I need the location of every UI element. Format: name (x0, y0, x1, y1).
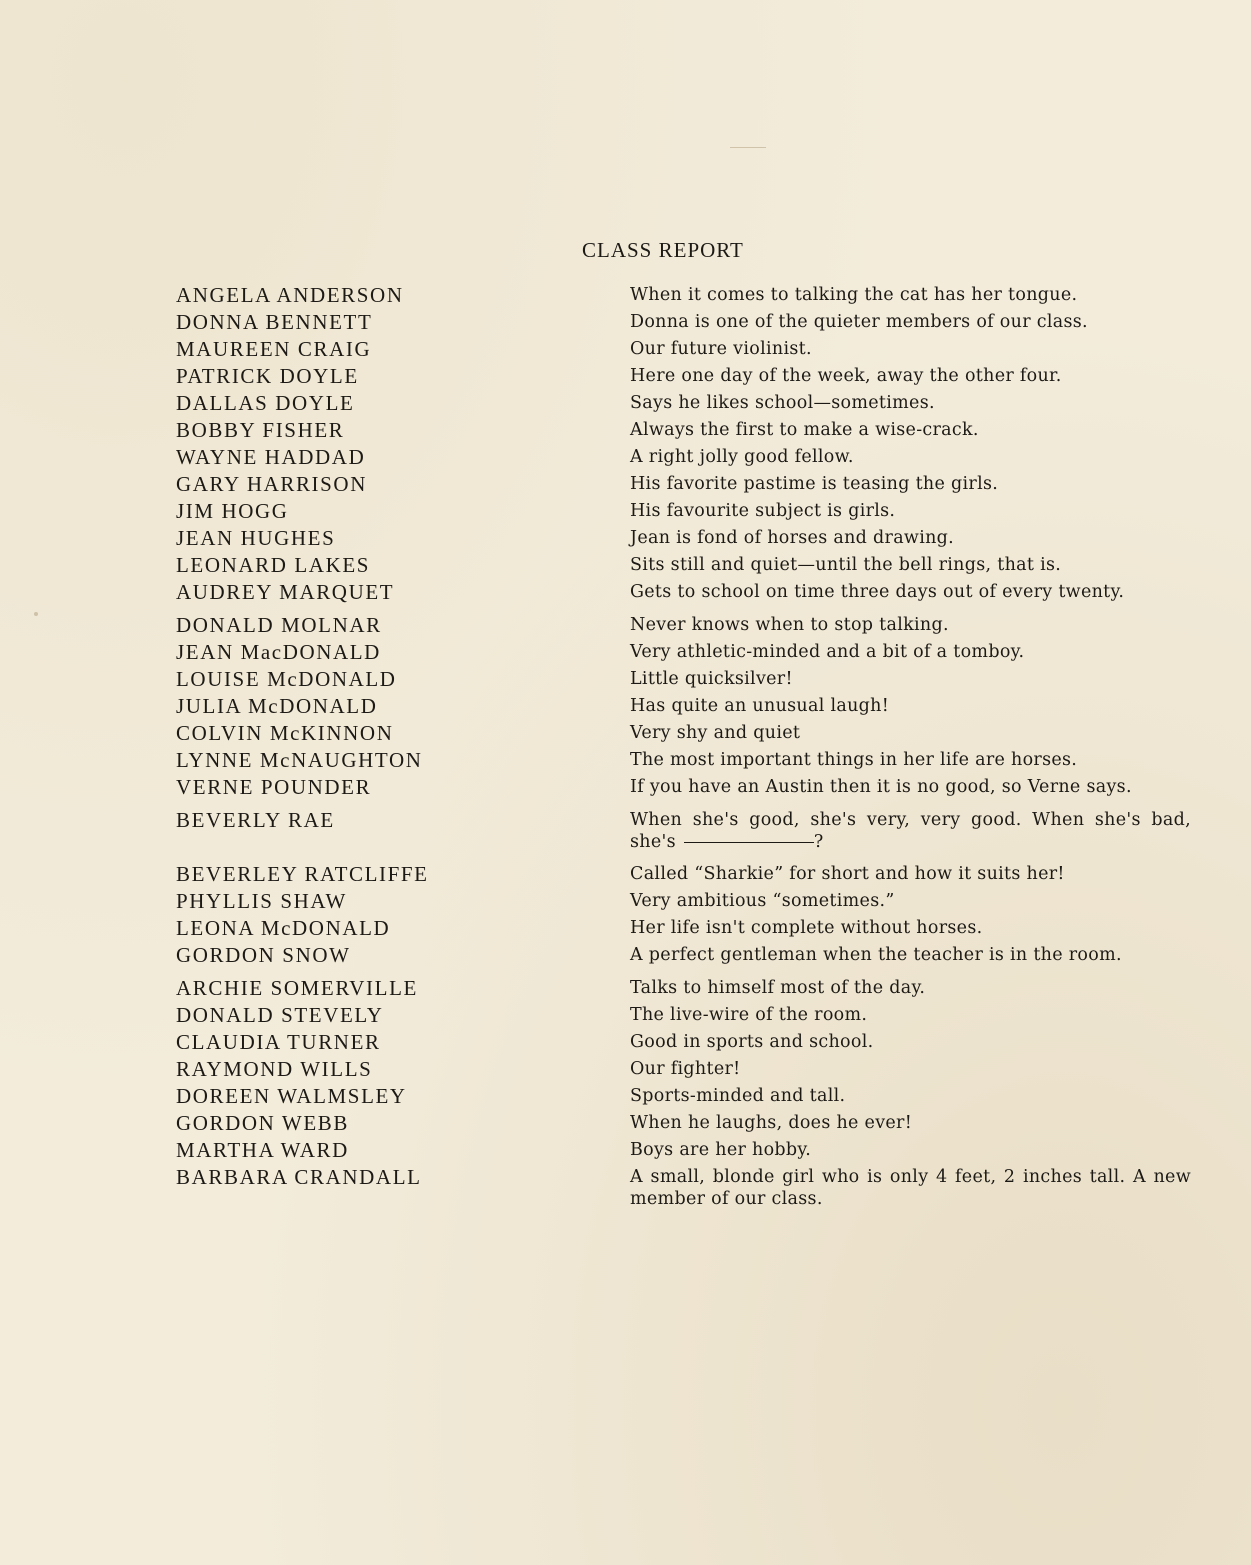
student-name: ARCHIE SOMERVILLE (176, 976, 418, 1000)
remark-text: His favorite pastime is teasing the girls. (630, 474, 999, 494)
student-remark (630, 527, 1191, 549)
report-row (176, 446, 1191, 469)
report-row (176, 890, 1191, 913)
report-row (176, 419, 1191, 442)
report-row (176, 284, 1191, 307)
remark-text: The live-wire of the room. (630, 1005, 868, 1025)
student-name: JIM HOGG (176, 499, 289, 523)
report-row (176, 1166, 1191, 1210)
remark-text: Good in sports and school. (630, 1032, 874, 1052)
remark-text: Has quite an unusual laugh! (630, 696, 890, 716)
report-row (176, 977, 1191, 1000)
student-name: JEAN HUGHES (176, 526, 336, 550)
student-remark (630, 614, 1191, 636)
student-name: LEONA McDONALD (176, 916, 391, 940)
remark-text: Called “Sharkie” for short and how it suits her! (630, 864, 1065, 884)
remark-text: Boys are her hobby. (630, 1140, 812, 1160)
remark-text: When she's good, she's very, very good. When she's bad, she's (630, 810, 1191, 852)
report-row (176, 365, 1191, 388)
report-row (176, 809, 1191, 853)
student-remark (630, 284, 1191, 306)
report-row (176, 311, 1191, 334)
remark-text: Our fighter! (630, 1059, 741, 1079)
report-row (176, 863, 1191, 886)
remark-text: A small, blonde girl who is only 4 feet, 2 inches tall. A new member of our class. (630, 1167, 1191, 1209)
student-name: JEAN MacDONALD (176, 640, 381, 664)
student-name: BEVERLEY RATCLIFFE (176, 862, 429, 886)
student-remark (630, 668, 1191, 690)
report-row (176, 392, 1191, 415)
report-row (176, 614, 1191, 637)
report-row (176, 500, 1191, 523)
student-name: BEVERLY RAE (176, 808, 335, 832)
remark-text: Sports-minded and tall. (630, 1086, 846, 1106)
remark-text: If you have an Austin then it is no good, so Verne says. (630, 777, 1132, 797)
student-remark (630, 1031, 1191, 1053)
report-row (176, 944, 1191, 967)
remark-text: Our future violinist. (630, 339, 812, 359)
student-name: BARBARA CRANDALL (176, 1165, 422, 1189)
student-remark (630, 944, 1191, 966)
report-row (176, 1085, 1191, 1108)
remark-text: Says he likes school—sometimes. (630, 393, 935, 413)
student-remark (630, 809, 1191, 853)
student-name: LEONARD LAKES (176, 553, 371, 577)
student-remark (630, 311, 1191, 333)
report-row (176, 749, 1191, 772)
class-report-list (176, 284, 1191, 1214)
student-remark (630, 1085, 1191, 1107)
student-name: VERNE POUNDER (176, 775, 372, 799)
report-row (176, 1112, 1191, 1135)
remark-text: Very athletic-minded and a bit of a tomboy. (630, 642, 1025, 662)
paper-speck (730, 147, 766, 148)
remark-text: Gets to school on time three days out of every twenty. (630, 582, 1125, 602)
report-row (176, 722, 1191, 745)
student-name: PATRICK DOYLE (176, 364, 359, 388)
fill-in-blank-line (684, 842, 814, 843)
student-remark (630, 1166, 1191, 1210)
student-name: DONALD MOLNAR (176, 613, 382, 637)
remark-text: Always the first to make a wise-crack. (630, 420, 979, 440)
student-name: DONNA BENNETT (176, 310, 373, 334)
student-remark (630, 419, 1191, 441)
report-row (176, 695, 1191, 718)
student-remark (630, 554, 1191, 576)
student-name: ANGELA ANDERSON (176, 283, 404, 307)
student-remark (630, 338, 1191, 360)
paper-speck (34, 612, 38, 616)
report-row (176, 776, 1191, 799)
student-name: RAYMOND WILLS (176, 1057, 373, 1081)
page-title: CLASS REPORT (582, 238, 744, 262)
remark-text: Jean is fond of horses and drawing. (630, 528, 955, 548)
student-remark (630, 365, 1191, 387)
student-name: BOBBY FISHER (176, 418, 345, 442)
report-row (176, 1004, 1191, 1027)
student-name: MAUREEN CRAIG (176, 337, 372, 361)
student-name: PHYLLIS SHAW (176, 889, 347, 913)
student-remark (630, 1139, 1191, 1161)
student-name: COLVIN McKINNON (176, 721, 394, 745)
student-name: JULIA McDONALD (176, 694, 378, 718)
student-remark (630, 917, 1191, 939)
remark-text: Never knows when to stop talking. (630, 615, 949, 635)
student-remark (630, 749, 1191, 771)
student-name: DALLAS DOYLE (176, 391, 355, 415)
remark-text: When it comes to talking the cat has her tongue. (630, 285, 1078, 305)
report-row (176, 1058, 1191, 1081)
student-name: GARY HARRISON (176, 472, 367, 496)
student-name: MARTHA WARD (176, 1138, 349, 1162)
student-name: DONALD STEVELY (176, 1003, 384, 1027)
report-row (176, 527, 1191, 550)
student-remark (630, 1058, 1191, 1080)
remark-text: When he laughs, does he ever! (630, 1113, 913, 1133)
remark-suffix: ? (813, 832, 824, 852)
remark-text: His favourite subject is girls. (630, 501, 896, 521)
student-remark (630, 581, 1191, 603)
report-row (176, 1139, 1191, 1162)
student-remark (630, 863, 1191, 885)
student-name: AUDREY MARQUET (176, 580, 395, 604)
report-row (176, 338, 1191, 361)
remark-text: Here one day of the week, away the other four. (630, 366, 1062, 386)
student-remark (630, 500, 1191, 522)
report-row (176, 641, 1191, 664)
report-row (176, 917, 1191, 940)
student-name: GORDON SNOW (176, 943, 351, 967)
report-row (176, 554, 1191, 577)
remark-text: The most important things in her life are horses. (630, 750, 1078, 770)
student-name: LOUISE McDONALD (176, 667, 397, 691)
student-name: LYNNE McNAUGHTON (176, 748, 423, 772)
student-remark (630, 977, 1191, 999)
report-row (176, 581, 1191, 604)
student-remark (630, 722, 1191, 744)
remark-text: Her life isn't complete without horses. (630, 918, 983, 938)
student-remark (630, 392, 1191, 414)
student-remark (630, 473, 1191, 495)
student-name: WAYNE HADDAD (176, 445, 366, 469)
student-remark (630, 776, 1191, 798)
student-name: DOREEN WALMSLEY (176, 1084, 407, 1108)
student-remark (630, 641, 1191, 663)
student-remark (630, 1004, 1191, 1026)
remark-text: Donna is one of the quieter members of our class. (630, 312, 1088, 332)
student-remark (630, 1112, 1191, 1134)
student-remark (630, 695, 1191, 717)
remark-text: A right jolly good fellow. (630, 447, 854, 467)
report-row (176, 668, 1191, 691)
student-name: CLAUDIA TURNER (176, 1030, 381, 1054)
report-row (176, 473, 1191, 496)
remark-text: A perfect gentleman when the teacher is in the room. (630, 945, 1122, 965)
remark-text: Sits still and quiet—until the bell rings, that is. (630, 555, 1062, 575)
student-name: GORDON WEBB (176, 1111, 349, 1135)
remark-text: Little quicksilver! (630, 669, 793, 689)
remark-text: Talks to himself most of the day. (630, 978, 926, 998)
remark-text: Very shy and quiet (630, 723, 801, 743)
student-remark (630, 446, 1191, 468)
remark-text: Very ambitious “sometimes.” (630, 891, 895, 911)
student-remark (630, 890, 1191, 912)
report-row (176, 1031, 1191, 1054)
